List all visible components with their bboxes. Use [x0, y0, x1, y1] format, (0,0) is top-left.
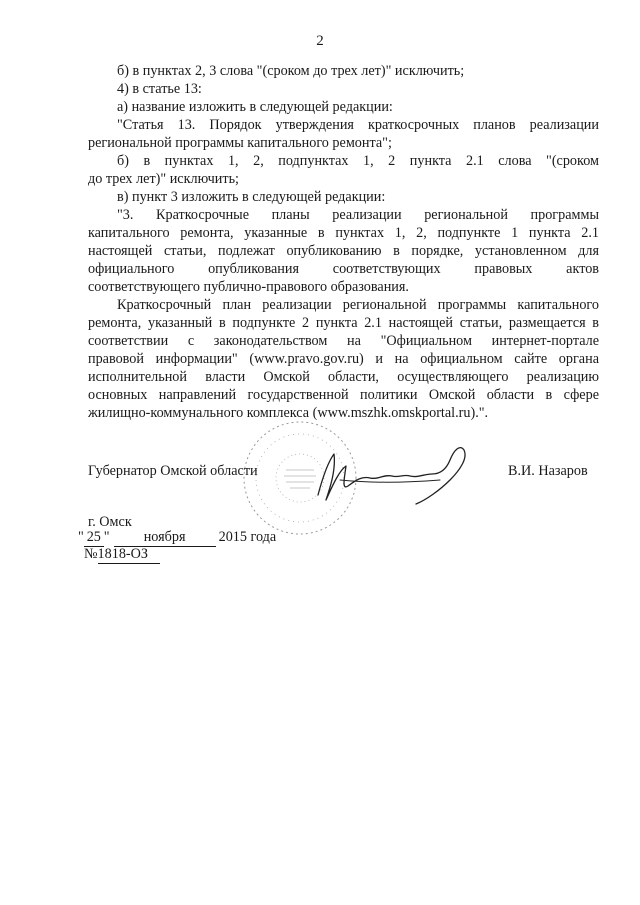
text-line: 4) в статье 13: [117, 81, 202, 97]
date-day: 25 [84, 528, 104, 547]
date-month: ноября [114, 528, 216, 547]
text-line: до трех лет)" исключить; [88, 171, 239, 187]
text-line: соответствии с законодательством на "Официальном интернет-портале [88, 333, 599, 349]
law-number-line [84, 545, 160, 564]
signatory-position: Губернатор Омской области [88, 463, 258, 479]
text-line: Краткосрочный план реализации региональной программы капитального [117, 297, 599, 313]
text-line: правовой информации" (www.pravo.gov.ru) и на официальном сайте органа [88, 351, 599, 367]
text-line: капитального ремонта, указанные в пунктах 1, 2, подпункте 1 пункта 2.1 [88, 225, 599, 241]
text-line: "3. Краткосрочные планы реализации региональной программы [117, 207, 599, 223]
text-line: б) в пунктах 1, 2, подпунктах 1, 2 пункта 2.1 слова "(сроком [117, 153, 599, 169]
number-sign: № [84, 546, 98, 562]
text-line: жилищно-коммунального комплекса (www.mszhk.omskportal.ru).". [88, 405, 489, 421]
text-line: официального опубликования соответствующих правовых актов [88, 261, 599, 277]
text-line: основных направлений государственной политики Омской области в сфере [88, 387, 599, 403]
signature-mark [300, 440, 480, 510]
city-label: г. Омск [88, 514, 132, 530]
text-line: региональной программы капитального ремонта"; [88, 135, 392, 151]
date-year: 2015 года [218, 529, 277, 545]
text-line: б) в пунктах 2, 3 слова "(сроком до трех лет)" исключить; [117, 63, 465, 79]
text-line: исполнительной власти Омской области, осуществляющего реализацию [88, 369, 599, 385]
text-line: ремонта, указанный в подпункте 2 пункта 2.1 настоящей статьи, размещается в [88, 315, 599, 331]
date-quote-close: " [103, 529, 110, 545]
date-quote-open: " [78, 529, 84, 545]
signatory-name: В.И. Назаров [508, 463, 588, 479]
text-line: а) название изложить в следующей редакции: [117, 99, 393, 115]
text-line: "Статья 13. Порядок утверждения краткосрочных планов реализации [117, 117, 599, 133]
law-number: 1818-ОЗ [98, 545, 160, 564]
text-line: настоящей статьи, подлежат опубликованию в порядке, установленном для [88, 243, 599, 259]
text-line: в) пункт 3 изложить в следующей редакции: [117, 189, 386, 205]
page-number: 2 [316, 33, 324, 49]
text-line: соответствующего публично-правового образования. [88, 279, 409, 295]
